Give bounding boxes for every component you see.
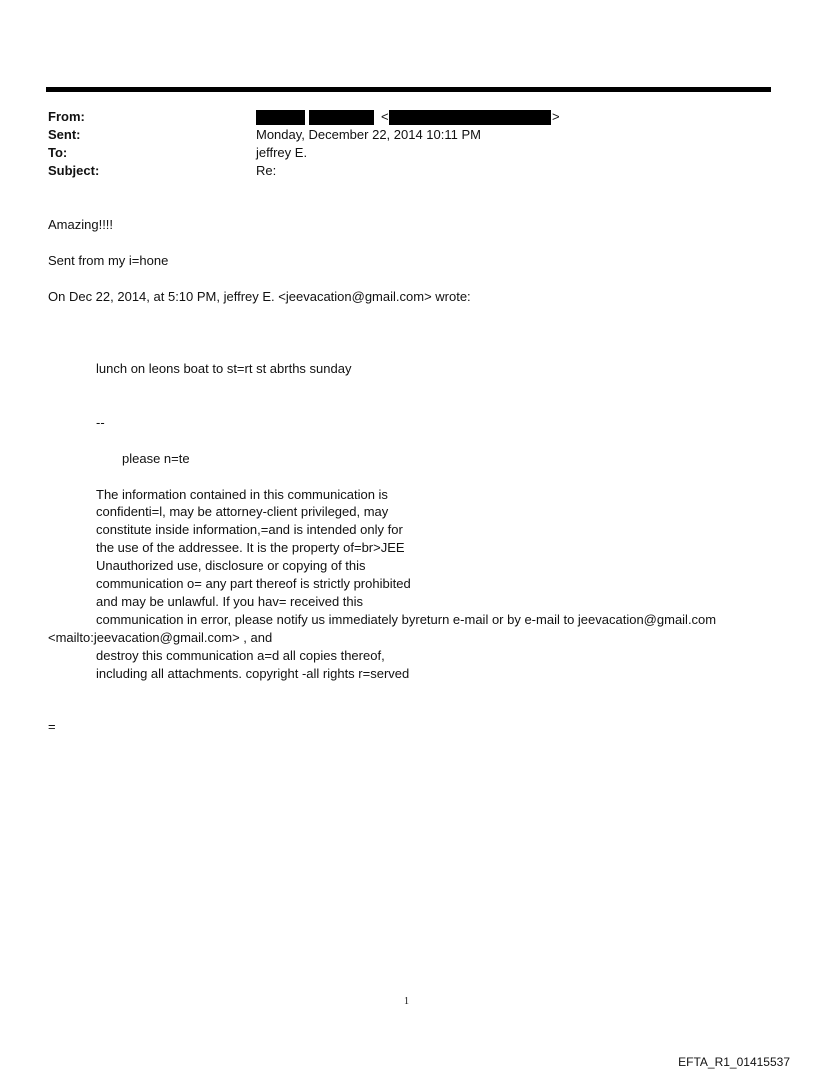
subject-label: Subject: xyxy=(48,163,100,178)
page-number: 1 xyxy=(404,996,409,1007)
trailing-equals: = xyxy=(48,719,56,734)
from-label: From: xyxy=(48,109,85,124)
disclaimer-line: including all attachments. copyright -all rights r=served xyxy=(96,666,410,681)
disclaimer-line: The information contained in this communication is xyxy=(96,487,388,502)
document-id: EFTA_R1_01415537 xyxy=(678,1055,790,1069)
redacted-sender-email xyxy=(389,110,551,125)
disclaimer-line: communication o= any part thereof is strictly prohibited xyxy=(96,576,411,591)
from-close-bracket: > xyxy=(552,109,560,124)
quoted-message: lunch on leons boat to st=rt st abrths sunday xyxy=(96,361,352,376)
redacted-sender-last-name xyxy=(309,110,374,125)
disclaimer-line: constitute inside information,=and is intended only for xyxy=(96,522,403,537)
to-value: jeffrey E. xyxy=(256,145,308,160)
header-rule xyxy=(46,87,771,92)
disclaimer-line: confidenti=l, may be attorney-client privileged, may xyxy=(96,504,389,519)
disclaimer-mailto: <mailto:jeevacation@gmail.com> , and xyxy=(48,630,273,645)
quote-intro: On Dec 22, 2014, at 5:10 PM, jeffrey E. <jeevacation@gmail.com> wrote: xyxy=(48,289,471,304)
from-open-bracket: < xyxy=(381,109,389,124)
disclaimer-line: the use of the addressee. It is the property of=br>JEE xyxy=(96,540,405,555)
sent-label: Sent: xyxy=(48,127,81,142)
disclaimer-line: destroy this communication a=d all copies thereof, xyxy=(96,648,385,663)
mobile-signature: Sent from my i=hone xyxy=(48,253,169,268)
to-label: To: xyxy=(48,145,68,160)
please-note: please n=te xyxy=(122,451,190,466)
redacted-sender-first-name xyxy=(256,110,305,125)
reply-text: Amazing!!!! xyxy=(48,217,114,232)
signature-separator: -- xyxy=(96,415,105,430)
sent-value: Monday, December 22, 2014 10:11 PM xyxy=(256,127,481,142)
subject-value: Re: xyxy=(256,163,277,178)
disclaimer-line: Unauthorized use, disclosure or copying of this xyxy=(96,558,366,573)
disclaimer-line: and may be unlawful. If you hav= received this xyxy=(96,594,364,609)
disclaimer-line: communication in error, please notify us immediately byreturn e-mail or by e-mail to jeevacation@gmail.com xyxy=(96,612,717,627)
